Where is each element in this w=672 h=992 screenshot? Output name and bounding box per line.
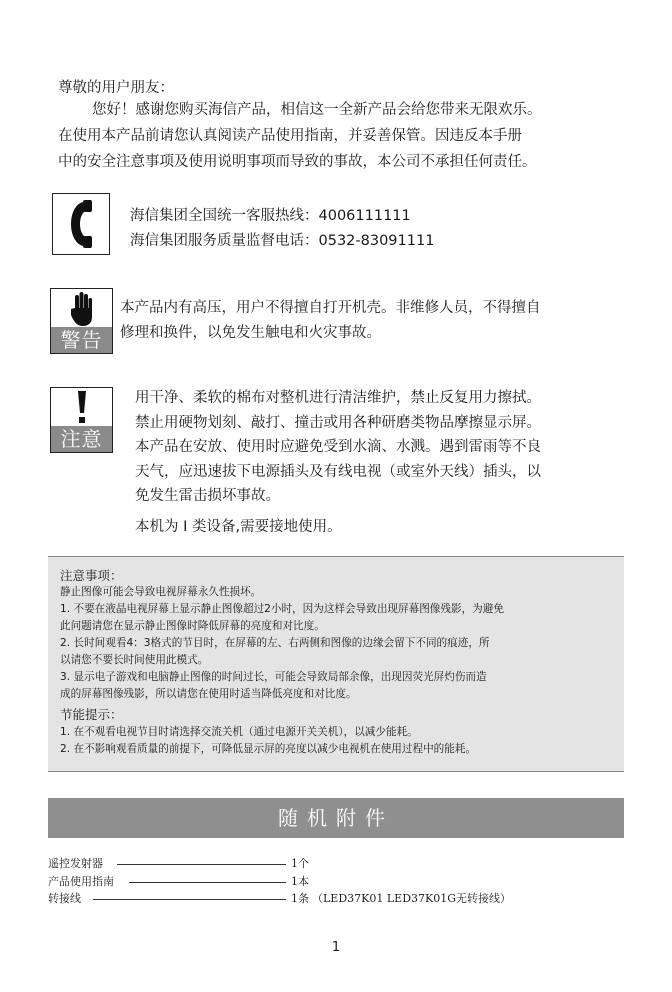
notice-title: 注意事项： [60, 568, 123, 583]
leader-line [93, 899, 286, 900]
caution-line-4: 天气，应迅速拔下电源插头及有线电视（或室外天线）插头，以 [135, 463, 541, 480]
caution-line-5: 免发生雷击损坏事故。 [135, 488, 280, 504]
hotline-text [130, 204, 434, 254]
phone-icon [53, 194, 108, 253]
notice-item-3a: 3. 显示电子游戏和电脑静止图像的时间过长，可能会导致局部余像，出现因荧光屏灼伤而造 [60, 671, 487, 683]
notice-item-1b: 此问题请您在显示静止图像时降低屏幕的亮度和对比度。 [60, 620, 325, 632]
notice-subtitle: 静止图像可能会导致电视屏幕永久性损坏。 [60, 586, 262, 598]
intro-line-3: 中的安全注意事项及使用说明事项而导致的事故，本公司不承担任何责任。 [58, 154, 537, 170]
hand-stop-icon [51, 289, 111, 329]
caution-text [135, 386, 620, 509]
notice-item-2b: 以请您不要长时间使用此模式。 [60, 654, 209, 666]
supervision-hotline: 海信集团服务质量监督电话：0532-83091111 [130, 233, 435, 249]
intro-paragraph [58, 97, 618, 175]
caution-line-1: 用干净、柔软的棉布对整机进行清洁维护，禁止反复用力擦拭。 [135, 390, 541, 406]
greeting: 尊敬的用户朋友： [58, 80, 174, 96]
caution-label: 注意 [51, 426, 112, 452]
energy-item-1: 1. 在不观看电视节目时请选择交流关机（通过电源开关关机），以减少能耗。 [60, 726, 418, 738]
leader-line [117, 864, 286, 865]
notice-item-3b: 成的屏幕图像残影，所以请您在使用时适当降低亮度和对比度。 [60, 688, 357, 700]
caution-line-2: 禁止用硬物划刻、敲打、撞击或用各种研磨类物品摩擦显示屏。 [135, 414, 541, 431]
phone-icon-box [52, 193, 110, 255]
warning-icon-box [50, 288, 113, 354]
accessory-name: 遥控发射器 [48, 857, 103, 870]
intro-line-2: 在使用本产品前请您认真阅读产品使用指南，并妥善保管。因违反本手册 [58, 128, 522, 144]
notice-item-1a: 1. 不要在液晶电视屏幕上显示静止图像超过2小时，因为这样会导致出现屏幕图像残影，为避免 [60, 603, 504, 615]
notice-item-2a: 2. 长时间观看4：3格式的节目时，在屏幕的左、右两侧和图像的边缘会留下不同的痕迹，所 [60, 637, 490, 649]
leader-line [129, 882, 286, 883]
energy-title: 节能提示： [60, 707, 123, 722]
accessories-header: 随机附件 [48, 798, 624, 838]
accessory-note: （LED37K01 LED37K01G无转接线） [312, 892, 512, 905]
energy-item-2: 2. 在不影响观看质量的前提下，可降低显示屏的亮度以减少电视机在使用过程中的能耗。 [60, 743, 477, 755]
page-number: 1 [331, 940, 341, 955]
accessory-name: 产品使用指南 [48, 874, 114, 888]
exclamation-icon [51, 388, 111, 428]
warning-text [120, 296, 620, 346]
service-hotline: 海信集团全国统一客服热线：4006111111 [130, 208, 411, 224]
accessory-name: 转接线 [48, 892, 81, 905]
accessory-qty: 1本 [291, 874, 309, 888]
accessory-qty: 1个 [291, 857, 309, 870]
intro-line-1: 您好！感谢您购买海信产品，相信这一全新产品会给您带来无限欢乐。 [92, 102, 542, 118]
accessory-qty: 1条 [291, 892, 309, 905]
device-class-note: 本机为 I 类设备,需要接地使用。 [135, 519, 342, 535]
warning-line-1: 本产品内有高压，用户不得擅自打开机壳。非维修人员，不得擅自 [120, 300, 541, 316]
caution-icon-box [50, 387, 113, 453]
warning-line-2: 修理和换件，以免发生触电和火灾事故。 [120, 325, 381, 341]
notice-panel [48, 556, 624, 772]
warning-label: 警告 [51, 327, 112, 353]
caution-line-3: 本产品在安放、使用时应避免受到水滴、水溅。遇到雷雨等不良 [135, 439, 541, 455]
